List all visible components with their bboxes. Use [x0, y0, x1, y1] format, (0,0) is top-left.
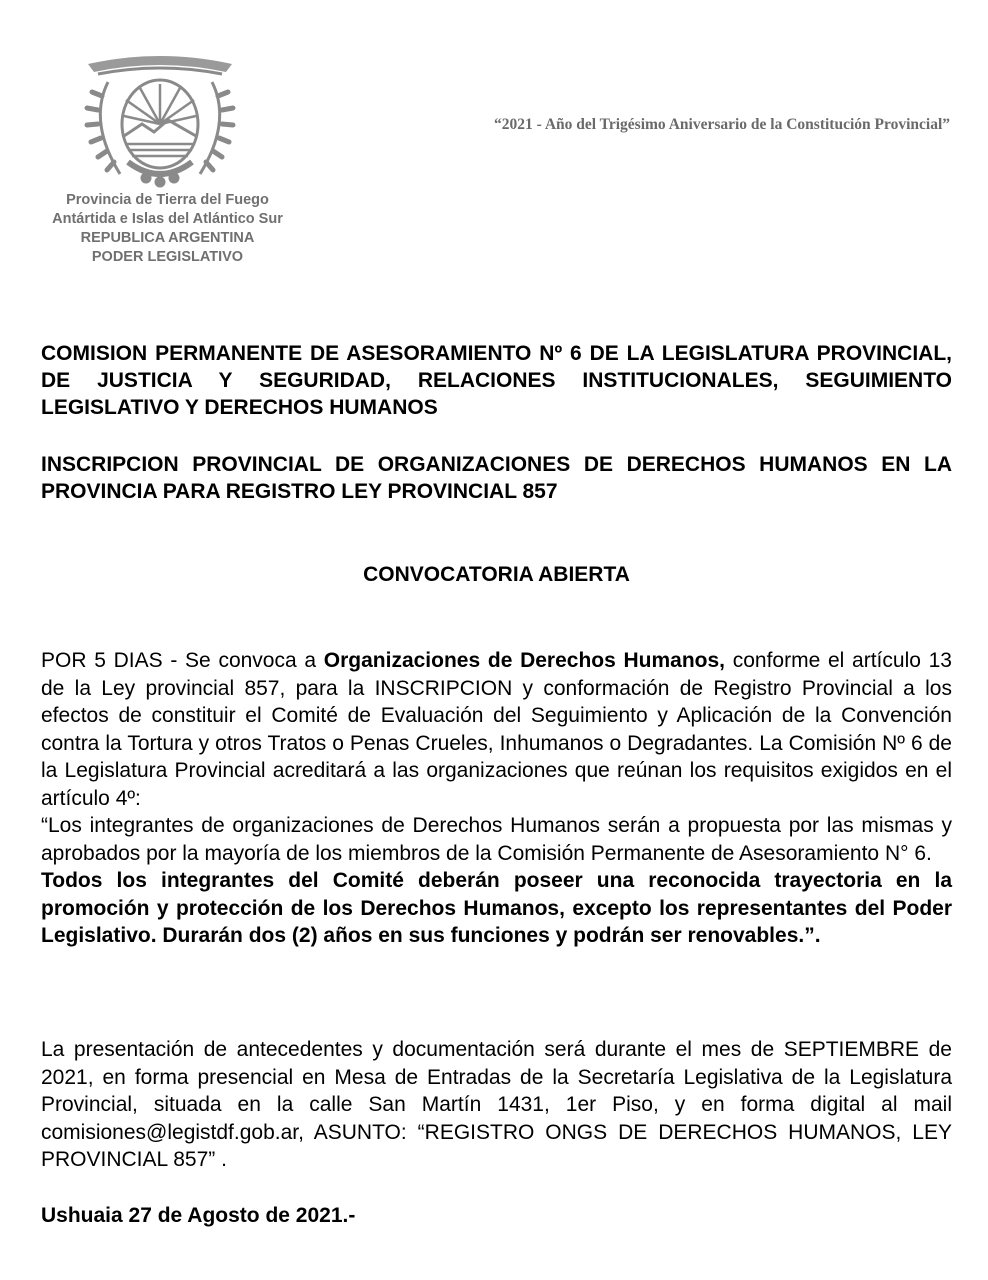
- year-motto: “2021 - Año del Trigésimo Aniversario de la Constitución Provincial”: [494, 116, 950, 133]
- presentation-text: La presentación de antecedentes y documentación será durante el mes de SEPTIEMBRE de 2021, en forma presencial en Mesa de Entradas de la Secretaría Legislativa de la Legislatura Provincial, situada en la calle San Martín 1431, 1er Piso, y en forma digital al mail comisiones@legistdf.gob.ar, ASUNTO: “REGISTRO ONGS DE DERECHOS HUMANOS, LEY PROVINCIAL 857” .: [41, 1038, 952, 1171]
- quote-paragraph: “Los integrantes de organizaciones de Derechos Humanos serán a propuesta por las mismas y aprobados por la mayoría de los miembros de la Comisión Permanente de Asesoramiento N° 6.: [41, 814, 952, 865]
- presentation-paragraph: [41, 1036, 952, 1174]
- signature-date: Ushuaia 27 de Agosto de 2021.-: [41, 1204, 356, 1227]
- call-body: [41, 647, 952, 950]
- call-title: CONVOCATORIA ABIERTA: [363, 563, 630, 586]
- institution-line: PODER LEGISLATIVO: [91, 249, 244, 265]
- inscription-title: INSCRIPCION PROVINCIAL DE ORGANIZACIONES DE DERECHOS HUMANOS EN LA PROVINCIA PARA REGISTRO LEY PROVINCIAL 857: [41, 453, 952, 503]
- provincial-seal-icon: [80, 52, 240, 190]
- institution-line: Antártida e Islas del Atlántico Sur: [52, 211, 283, 227]
- intro-prefix: POR 5 DIAS - Se convoca a: [41, 649, 324, 672]
- quote-bold-text: Todos los integrantes del Comité deberán poseer una reconocida trayectoria en la promoción y protección de los Derechos Humanos, excepto los representantes del Poder Legislativo. Durarán dos (2) años en sus funciones y podrán ser renovables.”.: [41, 869, 952, 947]
- intro-rest: conforme el artículo 13 de la Ley provincial 857, para la INSCRIPCION y conformación de Registro Provincial a los efectos de constituir el Comité de Evaluación del Seguimiento y Aplicación de la Convención contra la Tortura y otros Tratos o Penas Crueles, Inhumanos o Degradantes. La Comisión Nº 6 de la Legislatura Provincial acreditará a las organizaciones que reúnan los requisitos exigidos en el artículo 4º:: [41, 649, 952, 810]
- quote-bold-paragraph: [41, 867, 952, 950]
- institution-block: [30, 191, 305, 267]
- intro-paragraph: [41, 647, 952, 812]
- institution-line: REPUBLICA ARGENTINA: [80, 230, 255, 246]
- institution-line: Provincia de Tierra del Fuego: [66, 192, 269, 208]
- intro-bold: Organizaciones de Derechos Humanos,: [323, 649, 726, 672]
- commission-title: COMISION PERMANENTE DE ASESORAMIENTO Nº 6 DE LA LEGISLATURA PROVINCIAL, DE JUSTICIA Y SEGURIDAD, RELACIONES INSTITUCIONALES, SEGUIMIENTO LEGISLATIVO Y DERECHOS HUMANOS: [41, 342, 952, 419]
